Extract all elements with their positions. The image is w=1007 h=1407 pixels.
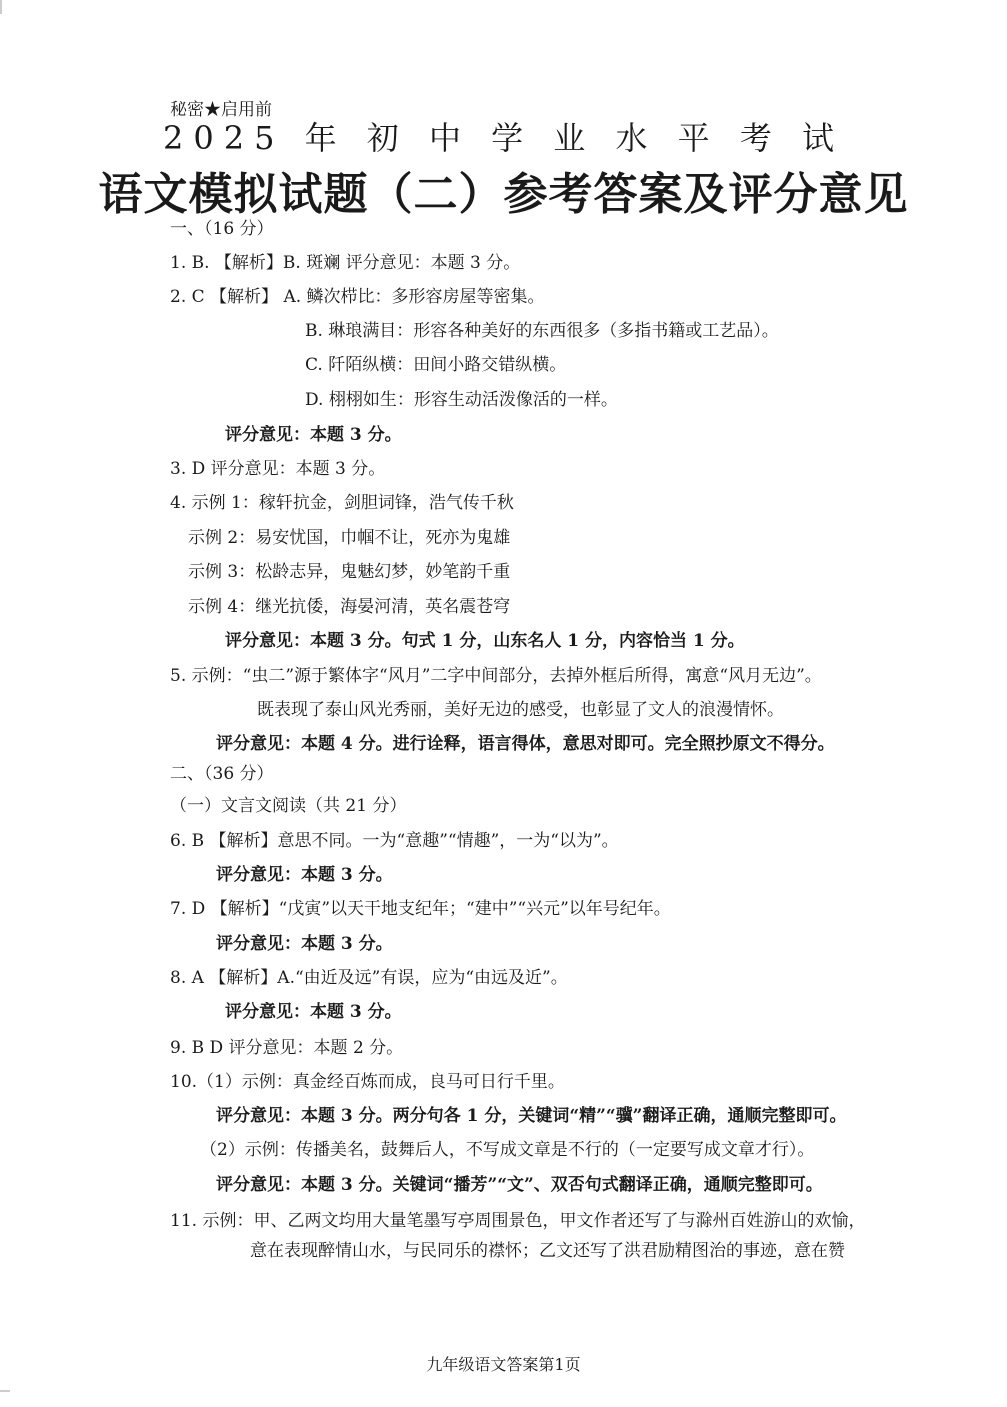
answer-line: 10.（1）示例：真金经百炼而成，良马可日行千里。 bbox=[170, 1072, 565, 1092]
page-title: 语文模拟试题（二）参考答案及评分意见 bbox=[98, 169, 909, 220]
corner-mark-bottom bbox=[0, 1390, 10, 1392]
answer-line: 2. C 【解析】 A. 鳞次栉比：多形容房屋等密集。 bbox=[170, 287, 545, 307]
answer-line: 评分意见：本题 3 分。关键词“播芳”“文”、双否句式翻译正确，通顺完整即可。 bbox=[216, 1175, 823, 1195]
answer-line: 5. 示例：“虫二”源于繁体字“风月”二字中间部分，去掉外框后所得，寓意“风月无边”。 bbox=[170, 666, 822, 686]
answer-line: 评分意见：本题 3 分。 bbox=[225, 425, 402, 445]
answer-line: 评分意见：本题 3 分。 bbox=[225, 1002, 402, 1022]
answer-line: 既表现了泰山风光秀丽，美好无边的感受，也彰显了文人的浪漫情怀。 bbox=[257, 700, 784, 720]
answer-line: 一、（16 分） bbox=[170, 219, 274, 239]
page-footer: 九年级语文答案第1页 bbox=[426, 1355, 581, 1374]
exam-name: 2025 年 初 中 学 业 水 平 考 试 bbox=[163, 119, 844, 157]
answer-line: B. 琳琅满目：形容各种美好的东西很多（多指书籍或工艺品）。 bbox=[305, 321, 779, 341]
answer-line: 评分意见：本题 4 分。进行诠释，语言得体，意思对即可。完全照抄原文不得分。 bbox=[216, 734, 835, 754]
answer-line: 3. D 评分意见：本题 3 分。 bbox=[170, 459, 386, 479]
answer-line: 评分意见：本题 3 分。 bbox=[216, 934, 393, 954]
answer-line: 1. B. 【解析】B. 斑斓 评分意见：本题 3 分。 bbox=[170, 253, 521, 273]
answer-line: 意在表现醉情山水，与民同乐的襟怀；乙文还写了洪君励精图治的事迹，意在赞 bbox=[250, 1241, 845, 1261]
answer-line: 评分意见：本题 3 分。句式 1 分，山东名人 1 分，内容恰当 1 分。 bbox=[225, 631, 745, 651]
answer-line: 9. B D 评分意见：本题 2 分。 bbox=[170, 1038, 404, 1058]
answer-line: 4. 示例 1：稼轩抗金，剑胆词锋，浩气传千秋 bbox=[170, 493, 514, 513]
corner-mark-top bbox=[0, 0, 2, 14]
answer-line: 11. 示例：甲、乙两文均用大量笔墨写亭周围景色，甲文作者还写了与滁州百姓游山的欢愉， bbox=[170, 1211, 866, 1231]
answer-line: D. 栩栩如生：形容生动活泼像活的一样。 bbox=[305, 390, 618, 410]
answer-line: 示例 3：松龄志异，鬼魅幻梦，妙笔韵千重 bbox=[188, 562, 511, 582]
answer-line: （2）示例：传播美名，鼓舞后人，不写成文章是不行的（一定要写成文章才行）。 bbox=[200, 1140, 815, 1160]
answer-line: 二、（36 分） bbox=[170, 764, 274, 784]
answer-line: 示例 2：易安忧国，巾帼不让，死亦为鬼雄 bbox=[188, 528, 511, 548]
answer-line: 8. A 【解析】A.“由近及远”有误，应为“由远及近”。 bbox=[170, 968, 568, 988]
answer-line: 示例 4：继光抗倭，海晏河清，英名震苍穹 bbox=[188, 597, 511, 617]
confidential-label: 秘密★启用前 bbox=[170, 100, 272, 120]
answer-line: 6. B 【解析】意思不同。一为“意趣”“情趣”，一为“以为”。 bbox=[170, 831, 619, 851]
answer-line: C. 阡陌纵横：田间小路交错纵横。 bbox=[305, 355, 567, 375]
answer-line: 7. D 【解析】“戊寅”以天干地支纪年；“建中”“兴元”以年号纪年。 bbox=[170, 899, 671, 919]
answer-line: 评分意见：本题 3 分。两分句各 1 分，关键词“精”“骥”翻译正确，通顺完整即可。 bbox=[216, 1106, 847, 1126]
answer-line: 评分意见：本题 3 分。 bbox=[216, 865, 393, 885]
answer-line: （一）文言文阅读（共 21 分） bbox=[170, 796, 407, 816]
